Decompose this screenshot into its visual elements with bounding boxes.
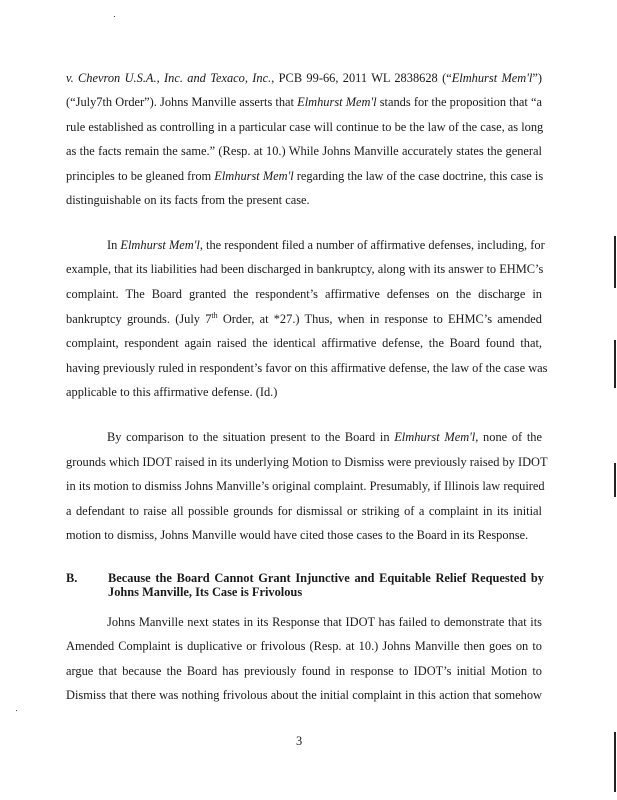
case-short-name: Elmhurst Mem'l <box>297 95 377 109</box>
text-line <box>0 637 617 655</box>
text-run: complaint. The Board granted the respondent’s affirmative defenses on the discharge in <box>66 287 542 301</box>
text-run: stands for the proposition that “a <box>376 95 542 109</box>
page-number: 3 <box>296 734 303 748</box>
text-line <box>0 93 617 111</box>
text-line <box>0 428 617 446</box>
text-run: rule established as controlling in a particular case will continue to be the law of the case, as long <box>66 120 544 134</box>
text-run: Order, at *27.) Thus, when in response to EHMC’s amended <box>217 312 542 326</box>
text-line <box>0 334 617 352</box>
case-short-name: Elmhurst Mem'l <box>120 238 200 252</box>
case-short-name: Elmhurst Mem'l <box>394 430 476 444</box>
text-run: , the respondent filed a number of affirmative defenses, including, for <box>199 238 545 252</box>
text-run: Johns Manville next states in its Response that IDOT has failed to demonstrate that its <box>107 615 542 629</box>
text-line <box>0 613 617 631</box>
text-line <box>0 526 617 544</box>
text-run: regarding the law of the case doctrine, this case is <box>293 169 544 183</box>
text-run: distinguishable on its facts from the present case. <box>66 193 310 207</box>
text-run: as the facts remain the same.” (Resp. at 10.) While Johns Manville accurately states the general <box>66 144 542 158</box>
text-line <box>0 191 617 209</box>
text-run: example, that its liabilities had been discharged in bankruptcy, along with its answer to EHMC’s <box>66 262 544 276</box>
text-run: In <box>107 238 121 252</box>
scan-speck <box>16 710 17 711</box>
text-line <box>0 236 617 254</box>
text-run: grounds which IDOT raised in its underlying Motion to Dismiss were previously raised by IDOT <box>66 455 548 469</box>
margin-mark <box>614 732 616 792</box>
text-line <box>0 477 617 495</box>
citation-close: ”) <box>532 71 542 85</box>
text-run: in its motion to dismiss Johns Manville’s original complaint. Presumably, if Illinois law required <box>66 479 545 493</box>
superscript: th <box>211 310 218 320</box>
text-run: Dismiss that there was nothing frivolous about the initial complaint in this action that somehow <box>66 688 542 702</box>
text-run: bankruptcy grounds. (July 7 <box>66 312 212 326</box>
text-line <box>0 285 617 303</box>
text-line <box>0 359 617 377</box>
text-run: Amended Complaint is duplicative or frivolous (Resp. at 10.) Johns Manville then goes on to <box>66 639 542 653</box>
section-title: Because the Board Cannot Grant Injunctive and Equitable Relief Requested by Johns Manville, Its Case is Frivolous <box>108 571 544 599</box>
section-heading <box>66 571 544 601</box>
text-line <box>0 310 617 328</box>
text-line <box>0 686 617 704</box>
text-run: motion to dismiss, Johns Manville would have cited those cases to the Board in its Response. <box>66 528 529 542</box>
text-line <box>0 383 617 401</box>
text-line <box>0 453 617 471</box>
case-short-name: Elmhurst Mem'l <box>214 169 294 183</box>
citation-text: , PCB 99-66, 2011 WL 2838628 (“ <box>271 71 452 85</box>
text-line <box>0 69 617 87</box>
text-run: applicable to this affirmative defense. (Id.) <box>66 385 278 399</box>
scan-speck <box>114 16 115 17</box>
text-run: By comparison to the situation present to the Board in <box>107 430 395 444</box>
text-line <box>0 260 617 278</box>
text-line <box>0 118 617 136</box>
text-run: a defendant to raise all possible grounds for dismissal or striking of a complaint in its initial <box>66 504 542 518</box>
text-line <box>0 662 617 680</box>
text-line <box>0 142 617 160</box>
text-run: complaint, respondent again raised the identical affirmative defense, the Board found that, <box>66 336 542 350</box>
case-citation: v. Chevron U.S.A., Inc. and Texaco, Inc. <box>66 71 272 85</box>
section-label: B. <box>66 571 78 585</box>
text-run: having previously ruled in respondent’s favor on this affirmative defense, the law of the case was <box>66 361 548 375</box>
text-run: (“July7th Order”). Johns Manville asserts that <box>66 95 298 109</box>
text-run: , none of the <box>475 430 542 444</box>
text-run: principles to be gleaned from <box>66 169 215 183</box>
text-run: argue that because the Board has previously found in response to IDOT’s initial Motion to <box>66 664 542 678</box>
case-short-name: Elmhurst Mem'l <box>451 71 533 85</box>
text-line <box>0 167 617 185</box>
text-line <box>0 502 617 520</box>
